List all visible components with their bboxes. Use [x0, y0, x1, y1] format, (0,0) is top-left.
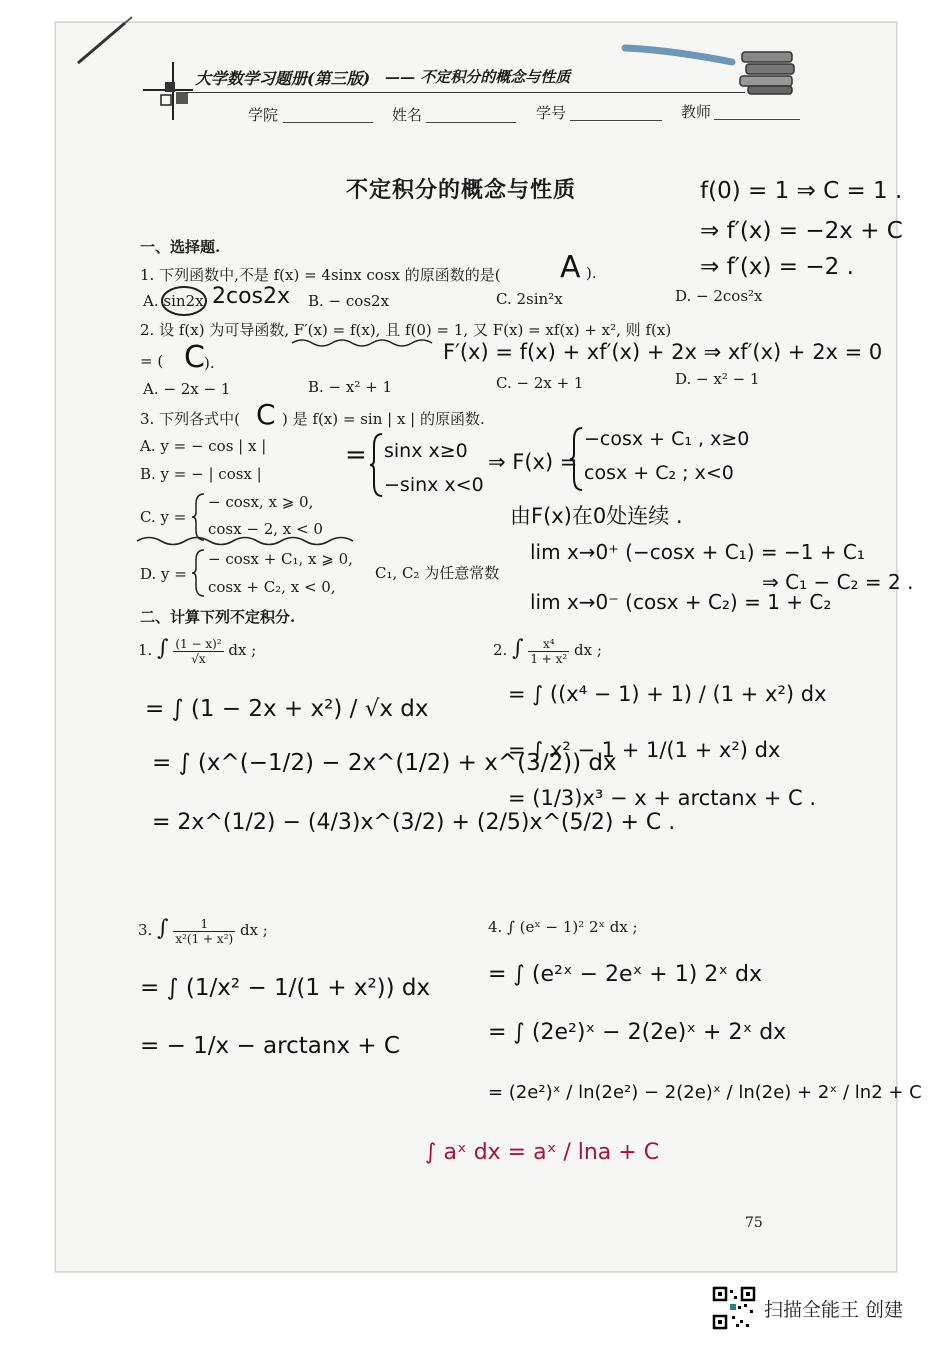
problem-1-label: 1. — [138, 641, 153, 659]
q2-answer: C — [184, 340, 205, 375]
q3-work-continuity: 由F(x)在0处连续 . — [510, 504, 683, 528]
q2-work: F′(x) = f(x) + xf′(x) + 2x ⇒ xf′(x) + 2x = 0 — [443, 340, 883, 364]
q3-option-b: B. y = − | cosx | — [140, 465, 262, 483]
problem-2-step-3: = (1/3)x³ − x + arctanx + C . — [508, 786, 817, 810]
qr-code-icon — [712, 1286, 756, 1330]
q2-option-a: A. − 2x − 1 — [143, 380, 231, 398]
page-number: 75 — [745, 1215, 763, 1231]
q3-work-row-l1: sinx x≥0 — [384, 440, 468, 462]
problem-1-step-2: = ∫ (x^(−1/2) − 2x^(1/2) + x^(3/2)) dx — [152, 750, 617, 776]
section-1-heading: 一、选择题. — [140, 238, 221, 256]
problem-4-label: 4. — [488, 918, 503, 936]
q3-work-brace-right — [570, 426, 584, 492]
problem-3-denominator: x²(1 + x²) — [175, 931, 234, 946]
integral-sign-icon: ∫ — [512, 636, 524, 661]
q3-option-d-row-1: − cosx + C₁, x ⩾ 0, — [208, 550, 353, 568]
side-work-line-1: f(0) = 1 ⇒ C = 1 . — [700, 178, 903, 204]
q2-stem: 2. 设 f(x) 为可导函数, F′(x) = f(x), 且 f(0) = 1, 又 F(x) = xf(x) + x², 则 f(x) — [140, 321, 672, 339]
q3-option-c-row-2: cosx − 2, x < 0 — [208, 520, 323, 538]
scanner-watermark: 扫描全能王 创建 — [764, 1299, 904, 1321]
q3-work-row-r2: cosx + C₂ ; x<0 — [584, 462, 734, 484]
q3-option-d-brace — [192, 548, 206, 598]
problem-2 — [493, 636, 602, 666]
problem-2-denominator: 1 + x² — [530, 651, 568, 666]
problem-3-tail: dx ; — [239, 921, 268, 939]
field-line-college — [283, 122, 373, 123]
problem-3-label: 3. — [138, 921, 153, 939]
side-work-line-2: ⇒ f′(x) = −2x + C — [700, 218, 903, 244]
section-title: —— 不定积分的概念与性质 — [385, 68, 571, 86]
side-work-line-3: ⇒ f′(x) = −2 . — [700, 254, 854, 280]
q3-work-result: ⇒ C₁ − C₂ = 2 . — [762, 570, 914, 594]
q3-work-brace-left — [370, 432, 384, 498]
q3-stem-b: ) 是 f(x) = sin | x | 的原函数. — [282, 410, 485, 428]
book-title: 大学数学习题册(第三版) — [195, 69, 371, 88]
q2-option-d: D. − x² − 1 — [675, 370, 760, 388]
q3-work-F-label: ⇒ F(x) = — [488, 450, 578, 474]
field-label-name: 姓名 — [392, 106, 423, 124]
q3-option-c-label: C. y = — [140, 508, 187, 526]
problem-1-tail: dx ; — [228, 641, 257, 659]
q2-option-b: B. − x² + 1 — [308, 378, 393, 396]
problem-3-step-1: = ∫ (1/x² − 1/(1 + x²)) dx — [140, 975, 431, 1001]
pen-stroke-icon — [70, 15, 150, 75]
field-line-id — [570, 120, 662, 121]
integral-sign-icon: ∫ — [157, 636, 169, 661]
q3-work-limit-1: lim x→0⁺ (−cosx + C₁) = −1 + C₁ — [530, 540, 865, 564]
q3-option-a: A. y = − cos | x | — [140, 437, 267, 455]
field-label-teacher: 教师 — [681, 103, 712, 121]
problem-2-numerator: x⁴ — [528, 637, 569, 652]
page-title: 不定积分的概念与性质 — [346, 177, 577, 203]
q3-option-d-label: D. y = — [140, 565, 187, 583]
q1-option-c: C. 2sin²x — [496, 290, 563, 308]
q2-end: ). — [204, 354, 215, 372]
q3-underline-wave — [135, 532, 365, 550]
problem-4-step-3: = (2e²)ˣ / ln(2e²) − 2(2e)ˣ / ln(2e) + 2ˣ / ln2 + C — [488, 1082, 922, 1103]
problem-2-step-1: = ∫ ((x⁴ − 1) + 1) / (1 + x²) dx — [508, 682, 827, 706]
q3-work-limit-2: lim x→0⁻ (cosx + C₂) = 1 + C₂ — [530, 590, 832, 614]
header-rule — [185, 92, 745, 93]
q1-stem: 1. 下列函数中,不是 f(x) = 4sinx cosx 的原函数的是( — [140, 266, 501, 284]
problem-1-numerator: (1 − x)² — [175, 636, 222, 651]
q1-note: 2cos2x — [212, 284, 291, 309]
problem-1-step-3: = 2x^(1/2) − (4/3)x^(3/2) + (2/5)x^(5/2) + C . — [152, 810, 676, 835]
problem-3 — [138, 916, 268, 946]
field-line-name — [426, 122, 516, 123]
integral-sign-icon: ∫ — [157, 916, 169, 941]
ink-smudge — [620, 40, 740, 70]
section-2-heading: 二、计算下列不定积分. — [140, 608, 296, 626]
problem-1 — [138, 636, 256, 666]
book-logo-icon — [143, 62, 193, 120]
q3-option-c-row-1: − cosx, x ⩾ 0, — [208, 493, 314, 511]
problem-3-numerator: 1 — [173, 917, 235, 932]
field-label-college: 学院 — [248, 106, 279, 124]
problem-4-step-2: = ∫ (2e²)ˣ − 2(2e)ˣ + 2ˣ dx — [488, 1020, 787, 1045]
problem-4 — [488, 918, 638, 936]
problem-3-step-2: = − 1/x − arctanx + C — [140, 1033, 400, 1059]
q3-answer: C — [256, 398, 276, 431]
problem-2-tail: dx ; — [574, 641, 602, 659]
problem-1-denominator: √x — [191, 651, 206, 666]
problem-2-step-2: = ∫ x² − 1 + 1/(1 + x²) dx — [508, 738, 781, 762]
q2-option-c: C. − 2x + 1 — [496, 374, 584, 392]
q3-option-d-tail: C₁, C₂ 为任意常数 — [375, 564, 500, 582]
q3-work-row-l2: −sinx x<0 — [384, 474, 484, 496]
problem-1-step-1: = ∫ (1 − 2x + x²) / √x dx — [145, 696, 429, 722]
problem-2-label: 2. — [493, 641, 508, 659]
q3-work-row-r1: −cosx + C₁ , x≥0 — [584, 428, 750, 450]
problem-3-fraction — [173, 917, 235, 946]
problem-2-fraction — [528, 637, 569, 666]
problem-4-step-1: = ∫ (e²ˣ − 2eˣ + 1) 2ˣ dx — [488, 962, 763, 987]
q1-option-d: D. − 2cos²x — [675, 287, 763, 305]
q3-stem-a: 3. 下列各式中( — [140, 410, 240, 428]
problem-4-expr: ∫ (eˣ − 1)² 2ˣ dx ; — [507, 918, 638, 936]
problem-1-fraction — [173, 637, 223, 666]
red-formula-note: ∫ aˣ dx = aˣ / lna + C — [425, 1140, 660, 1165]
q1-answer: A — [560, 250, 581, 285]
q1-circle-mark — [160, 284, 208, 318]
q2-stem-2: = ( — [140, 352, 164, 370]
q2-underline-wave — [290, 336, 440, 350]
q3-option-d-row-2: cosx + C₂, x < 0, — [208, 578, 336, 596]
books-icon — [738, 48, 800, 96]
q1-option-b: B. − cos2x — [308, 292, 390, 310]
q1-end: ). — [586, 264, 597, 282]
q3-work-eq: = — [345, 440, 367, 470]
q1-option-a: A. sin2x — [143, 292, 204, 310]
field-label-id: 学号 — [536, 104, 567, 122]
field-line-teacher — [714, 119, 800, 120]
